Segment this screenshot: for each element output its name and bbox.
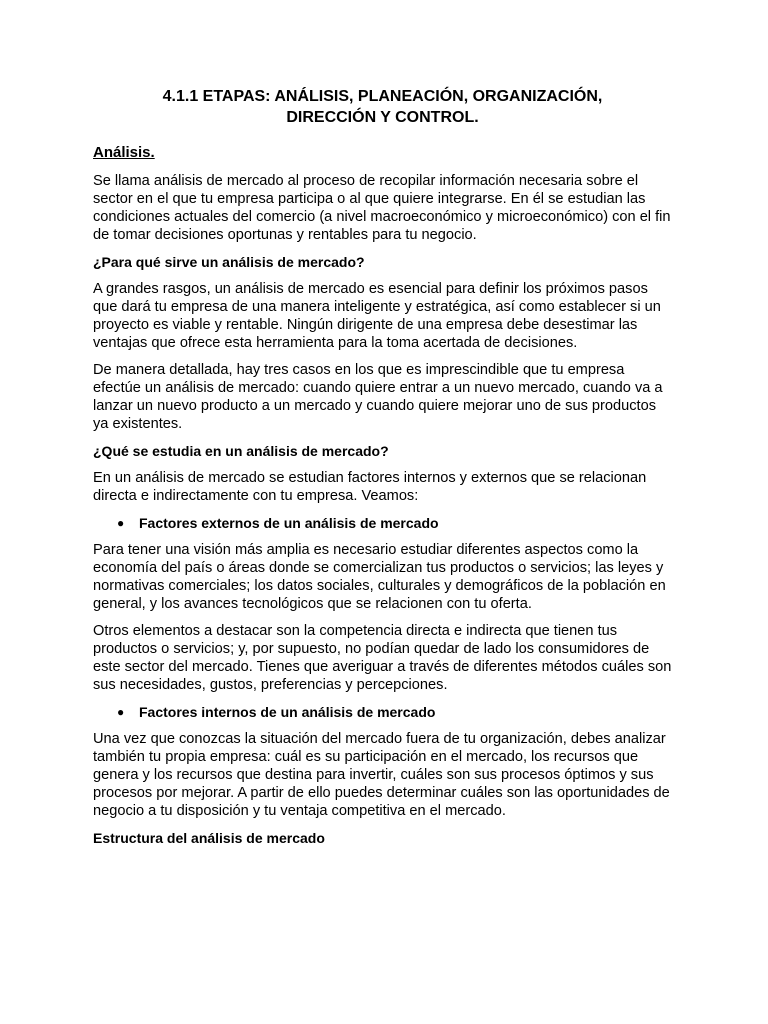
section-heading: Análisis. xyxy=(93,144,155,161)
paragraph-cases: De manera detallada, hay tres casos en los que es imprescindible que tu empresa efectúe un análisis de mercado: cuando quiere entrar a un nuevo mercado, cuando va a lanzar un nuevo producto a un mercado y cuando quiere mejorar uno de sus productos ya existentes. xyxy=(93,362,663,432)
closing-heading: Estructura del análisis de mercado xyxy=(93,830,325,846)
list-item xyxy=(117,703,672,721)
bullet-list-external xyxy=(93,514,672,532)
paragraph-internal: Una vez que conozcas la situación del mercado fuera de tu organización, debes analizar también tu propia empresa: cuál es su participación en el mercado, los recursos que genera y los recursos que destina para invertir, cuáles son sus procesos óptimos y sus procesos por mejorar. A partir de ello puedes determinar cuáles son las oportunidades de negocio a tu disposición y tu ventaja competitiva en el mercado. xyxy=(93,731,670,819)
bullet-label: Factores externos de un análisis de mercado xyxy=(139,515,439,531)
document-title xyxy=(93,86,672,128)
bullet-icon: ● xyxy=(117,705,125,719)
paragraph-external-1: Para tener una visión más amplia es necesario estudiar diferentes aspectos como la economía del país o áreas donde se comercializan tus productos o servicios; las leyes y normativas comerciales; los datos sociales, culturales y demográficos de la población en general, y los avances tecnológicos que se relacionen con tu oferta. xyxy=(93,542,666,612)
bullet-label: Factores internos de un análisis de mercado xyxy=(139,704,436,720)
list-item xyxy=(117,514,672,532)
paragraph-external-2: Otros elementos a destacar son la competencia directa e indirecta que tienen tus productos o servicios; y, por supuesto, no podían quedar de lado los consumidores de este sector del mercado. Tienes que averiguar a través de diferentes métodos cuáles son sus necesidades, gustos, preferencias y percepciones. xyxy=(93,623,672,693)
paragraph-purpose: A grandes rasgos, un análisis de mercado es esencial para definir los próximos pasos que dará tu empresa de una manera inteligente y estratégica, así como establecer si un proyecto es viable y rentable. Ningún dirigente de una empresa debe desestimar las ventajas que ofrece esta herramienta para la toma acertada de decisiones. xyxy=(93,281,661,351)
paragraph-factors-intro: En un análisis de mercado se estudian factores internos y externos que se relacionan directa e indirectamente con tu empresa. Veamos: xyxy=(93,470,647,504)
bullet-list-internal xyxy=(93,703,672,721)
title-line-2: DIRECCIÓN Y CONTROL. xyxy=(286,109,479,126)
title-line-1: 4.1.1 ETAPAS: ANÁLISIS, PLANEACIÓN, ORGANIZACIÓN, xyxy=(162,88,603,105)
paragraph-definition: Se llama análisis de mercado al proceso de recopilar información necesaria sobre el sector en el que tu empresa participa o al que quiere integrarse. En él se estudian las condiciones actuales del comercio (a nivel macroeconómico y microeconómico) con el fin de tomar decisiones oportunas y rentables para tu negocio. xyxy=(93,173,671,243)
question-heading-purpose: ¿Para qué sirve un análisis de mercado? xyxy=(93,254,365,270)
bullet-icon: ● xyxy=(117,516,125,530)
question-heading-studied: ¿Qué se estudia en un análisis de mercado? xyxy=(93,443,389,459)
